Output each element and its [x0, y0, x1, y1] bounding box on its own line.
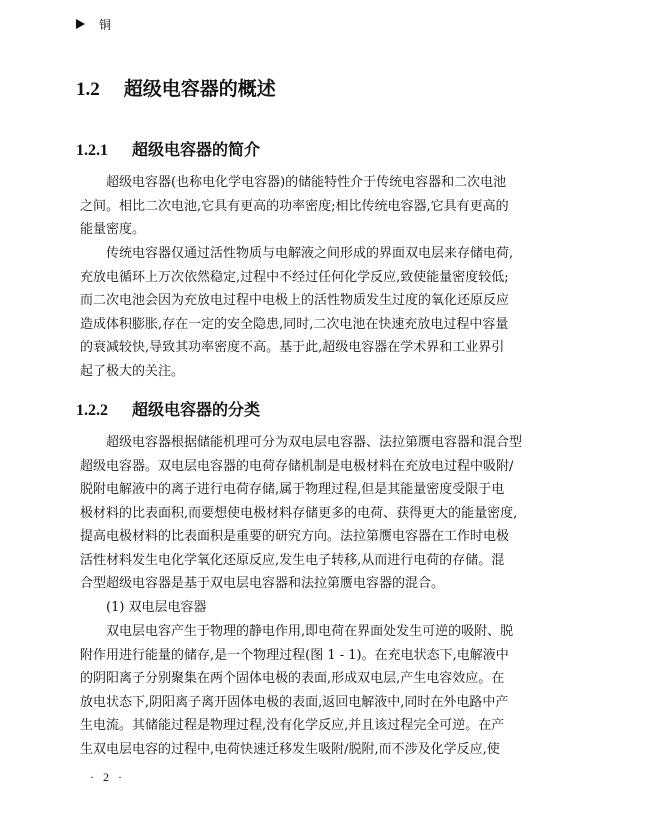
paragraph-classification [80, 431, 552, 596]
section-title: 超级电容器的概述 [123, 78, 276, 100]
text-line: 生电流。其储能过程是物理过程,没有化学反应,并且该过程完全可逆。在产 [80, 718, 505, 733]
text-line: 脱附电解液中的离子进行电荷存储,属于物理过程,但是其能量密度受限于电 [80, 482, 505, 497]
text-line: 合型超级电容器是基于双电层电容器和法拉第赝电容器的混合。 [80, 576, 445, 591]
text-line: (1) 双电层电容器 [106, 600, 207, 615]
subsection-title: 超级电容器的分类 [132, 400, 261, 419]
text-line: 附作用进行能量的储存,是一个物理过程(图 1 - 1)。在充电状态下,电解液中 [80, 647, 509, 663]
text-line: 放电状态下,阴阳离子离开固体电极的表面,返回电解液中,同时在外电路中产 [80, 694, 509, 710]
text-line: 超级电容器(也称电化学电容器)的储能特性介于传统电容器和二次电池 [106, 175, 507, 190]
text-line: 提高电极材料的比表面积是重要的研究方向。法拉第赝电容器在工作时电极 [80, 529, 510, 544]
text-line: 而二次电池会因为充放电过程中电极上的活性物质发生过度的氧化还原反应 [80, 293, 510, 308]
text-line: 的阴阳离子分别聚集在两个固体电极的表面,形成双电层,产生电容效应。在 [80, 671, 505, 686]
text-line: 充放电循环上万次依然稳定,过程中不经过任何化学反应,致使能量密度较低; [80, 269, 509, 285]
text-line: 造成体积膨胀,存在一定的安全隐患,同时,二次电池在快速充放电过程中容量 [80, 316, 509, 332]
text-line: 超级电容器。双电层电容器的电荷存储机制是电极材料在充放电过程中吸附/ [80, 458, 514, 474]
text-line: 极材料的比表面积,而要想使电极材料存储更多的电荷、获得更大的能量密度, [80, 505, 518, 521]
text-line: 双电层电容产生于物理的静电作用,即电荷在界面处发生可逆的吸附、脱 [106, 624, 514, 639]
section-number: 1.2 [76, 79, 100, 100]
text-line: 的衰减较快,导致其功率密度不高。基于此,超级电容器在学术界和工业界引 [80, 340, 505, 355]
text-line: 起了极大的关注。 [80, 363, 185, 379]
subsection-number: 1.2.1 [76, 142, 108, 159]
paragraph-double-layer [80, 620, 552, 761]
subsection-title: 超级电容器的简介 [132, 140, 261, 159]
running-header [76, 14, 112, 34]
text-line: 活性材料发生电化学氧化还原反应,发生电子转移,从而进行电荷的存储。混 [80, 552, 505, 568]
subsection-heading-1-2-2 [76, 397, 260, 420]
chapter-title: 铜 [99, 17, 113, 32]
paragraph-intro-2 [80, 242, 552, 383]
text-line: 超级电容器根据储能机理可分为双电层电容器、法拉第赝电容器和混合型 [106, 435, 523, 450]
page-number: · 2 · [90, 770, 125, 784]
triangle-bullet-icon [76, 19, 85, 29]
list-item-heading [80, 596, 552, 620]
section-heading [76, 74, 276, 101]
text-line: 生双电层电容的过程中,电荷快速迁移发生吸附/脱附,而不涉及化学反应,使 [80, 741, 500, 757]
paragraph-intro-1 [80, 171, 552, 242]
subsection-number: 1.2.2 [76, 402, 108, 419]
text-line: 能量密度。 [80, 222, 146, 237]
text-line: 传统电容器仅通过活性物质与电解液之间形成的界面双电层来存储电荷, [106, 246, 514, 261]
subsection-heading-1-2-1 [76, 137, 260, 160]
text-line: 之间。相比二次电池,它具有更高的功率密度;相比传统电容器,它具有更高的 [80, 198, 509, 214]
